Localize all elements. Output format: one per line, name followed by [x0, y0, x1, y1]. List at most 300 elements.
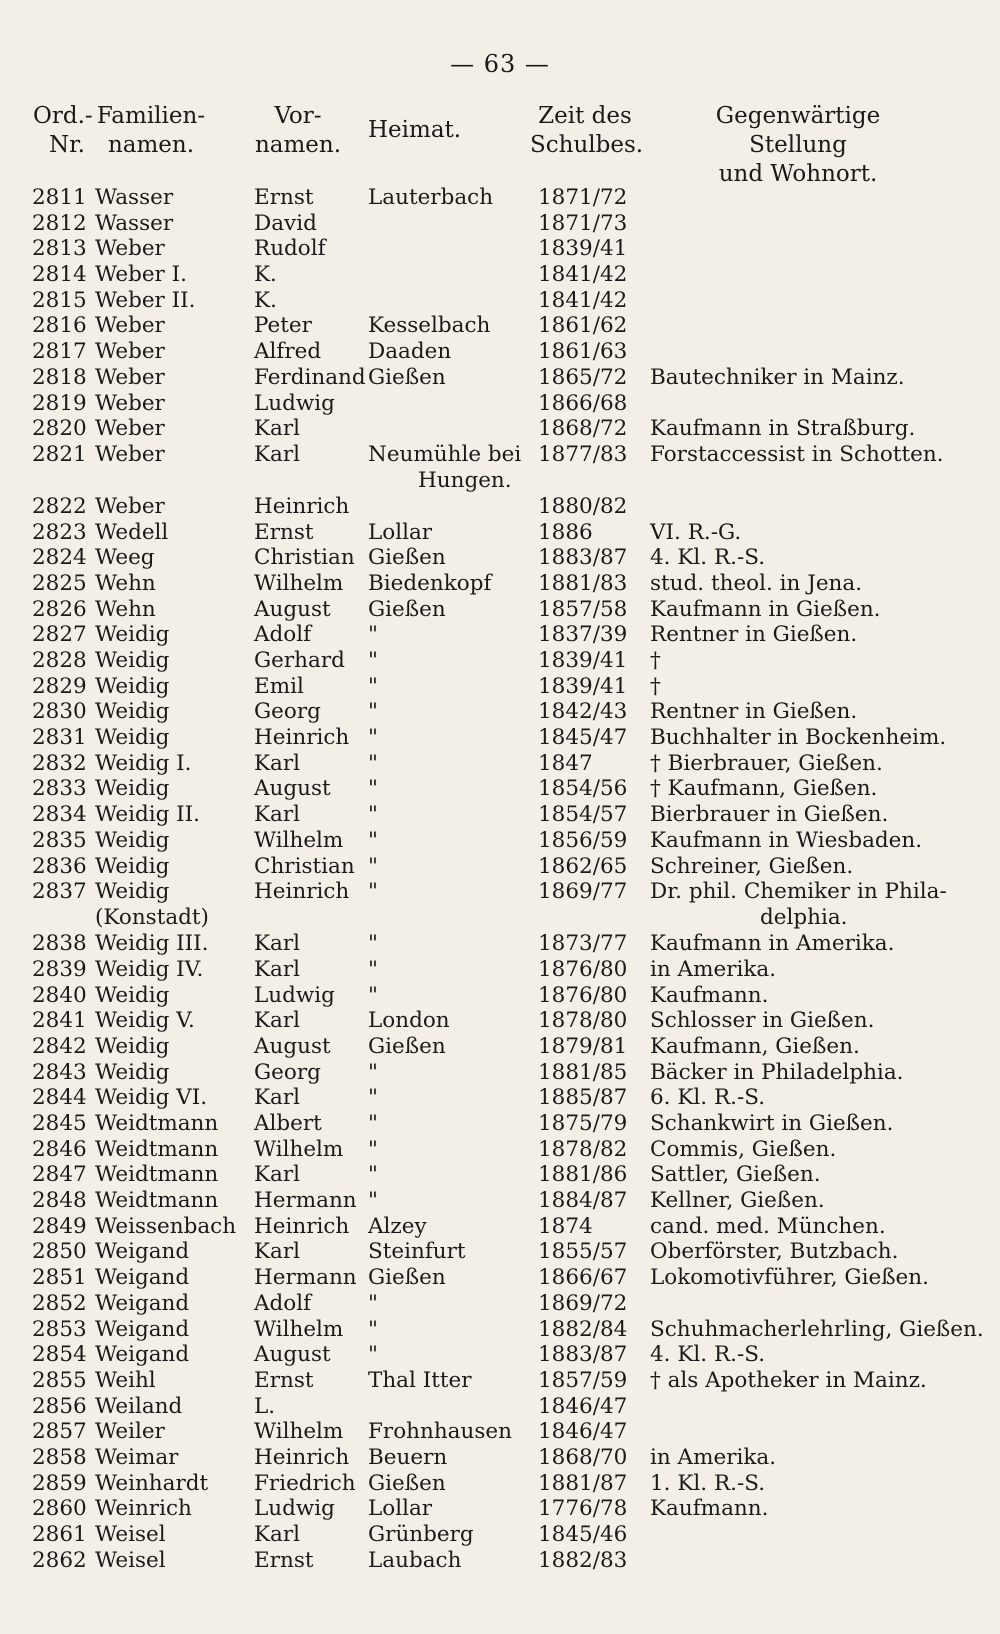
cell-zeit: 1842/43: [538, 699, 628, 725]
cell-familienname-extra: (Konstadt): [95, 905, 209, 931]
cell-vorname: Ernst: [254, 185, 314, 210]
cell-nr: 2854: [32, 1342, 87, 1368]
header-zeit-line1: Zeit des: [538, 103, 632, 129]
table-row: [0, 1317, 1000, 1343]
cell-stellung: Oberförster, Butzbach.: [650, 1239, 899, 1265]
cell-vorname: Karl: [254, 441, 301, 467]
table-row: [0, 520, 1000, 546]
cell-zeit: 1861/63: [538, 339, 628, 365]
cell-heimat: ": [368, 622, 378, 648]
cell-familienname: Weigand: [95, 1316, 190, 1342]
cell-nr: 2842: [32, 1033, 87, 1059]
cell-familienname: Weidig V.: [95, 1008, 195, 1034]
header-zeit-line2: Schulbes.: [530, 132, 644, 158]
table-row: [0, 1111, 1000, 1137]
table-row: [0, 674, 1000, 700]
cell-stellung: stud. theol. in Jena.: [650, 570, 863, 596]
cell-stellung: Lokomotivführer, Gießen.: [650, 1265, 929, 1291]
header-vorname: [248, 102, 348, 160]
cell-heimat: ": [368, 699, 378, 725]
cell-nr: 2824: [32, 545, 87, 571]
cell-nr: 2845: [32, 1111, 87, 1136]
table-row: [0, 1419, 1000, 1445]
table-row: [0, 571, 1000, 597]
cell-vorname: Karl: [254, 1085, 301, 1111]
cell-heimat: Lauterbach: [368, 185, 494, 210]
cell-vorname: Georg: [254, 1059, 321, 1085]
cell-heimat: Daaden: [368, 339, 452, 365]
table-row: [0, 1471, 1000, 1497]
cell-zeit: 1882/84: [538, 1316, 628, 1342]
cell-familienname: Weidig VI.: [95, 1085, 208, 1111]
cell-vorname: Heinrich: [254, 1444, 350, 1470]
cell-stellung: Bierbrauer in Gießen.: [650, 802, 889, 828]
cell-familienname: Weber II.: [95, 287, 196, 313]
cell-vorname: August: [254, 1342, 331, 1368]
cell-heimat: Gießen: [368, 1033, 446, 1059]
cell-heimat: ": [368, 1290, 378, 1316]
cell-stellung: Kellner, Gießen.: [650, 1188, 825, 1214]
table-row: [0, 365, 1000, 391]
cell-stellung: VI. R.-G.: [650, 519, 742, 545]
cell-heimat: ": [368, 673, 378, 699]
cell-vorname: Wilhelm: [254, 827, 344, 853]
cell-stellung: Buchhalter in Bockenheim.: [650, 725, 947, 751]
cell-vorname: Rudolf: [254, 236, 326, 262]
cell-heimat: ": [368, 725, 378, 751]
table-row: [0, 802, 1000, 828]
cell-heimat: London: [368, 1008, 450, 1034]
cell-stellung: Sattler, Gießen.: [650, 1162, 821, 1188]
cell-zeit: 1855/57: [538, 1239, 628, 1265]
cell-zeit: 1839/41: [538, 673, 628, 699]
cell-familienname: Weidig: [95, 1059, 170, 1085]
cell-zeit: 1839/41: [538, 236, 628, 262]
cell-vorname: Karl: [254, 416, 301, 442]
cell-familienname: Weidig: [95, 725, 170, 751]
cell-zeit: 1884/87: [538, 1188, 628, 1214]
cell-stellung: † Kaufmann, Gießen.: [650, 776, 878, 802]
table-row: [0, 1522, 1000, 1548]
cell-familienname: Weisel: [95, 1547, 166, 1573]
cell-vorname: Ludwig: [254, 982, 335, 1008]
cell-heimat: Gießen: [368, 596, 446, 622]
table-row: [0, 751, 1000, 777]
page-number: — 63 —: [450, 50, 550, 78]
table-row: [0, 1496, 1000, 1522]
cell-vorname: Wilhelm: [254, 1419, 344, 1445]
cell-vorname: Karl: [254, 750, 301, 776]
cell-familienname: Weber: [95, 313, 165, 339]
cell-nr: 2831: [32, 725, 87, 751]
cell-heimat: Lollar: [368, 519, 433, 545]
cell-zeit: 1845/46: [538, 1522, 628, 1547]
cell-heimat: Gießen: [368, 545, 446, 571]
header-familienname-line1: Familien-: [96, 103, 206, 129]
cell-familienname: Weber: [95, 416, 165, 442]
cell-zeit: 1846/47: [538, 1393, 628, 1419]
cell-heimat: ": [368, 648, 378, 673]
cell-nr: 2820: [32, 416, 87, 442]
register-table: [0, 185, 1000, 1573]
cell-zeit: 1841/42: [538, 287, 628, 313]
cell-stellung: Schuhmacherlehrling, Gießen.: [650, 1316, 984, 1342]
cell-stellung: Kaufmann in Gießen.: [650, 596, 881, 622]
table-row: [0, 1162, 1000, 1188]
cell-familienname: Weidig: [95, 776, 170, 802]
cell-heimat: ": [368, 1059, 378, 1085]
cell-heimat: ": [368, 1342, 378, 1368]
cell-familienname: Weidig: [95, 827, 170, 853]
table-row: [0, 1188, 1000, 1214]
table-row: [0, 622, 1000, 648]
cell-zeit: 1857/59: [538, 1367, 628, 1393]
cell-vorname: Heinrich: [254, 1213, 350, 1239]
table-row: [0, 1060, 1000, 1086]
cell-familienname: Wasser: [95, 185, 174, 210]
cell-heimat: ": [368, 827, 378, 853]
cell-nr: 2816: [32, 313, 87, 339]
cell-familienname: Weisel: [95, 1522, 166, 1547]
cell-stellung: 4. Kl. R.-S.: [650, 1342, 766, 1368]
cell-heimat: Laubach: [368, 1547, 462, 1573]
table-row: [0, 442, 1000, 494]
table-header: [0, 102, 1000, 187]
header-zeit: [530, 102, 644, 160]
cell-familienname: Weidig: [95, 673, 170, 699]
cell-familienname: Weiland: [95, 1393, 183, 1419]
table-row: [0, 1291, 1000, 1317]
header-stellung-line1: Gegenwärtige Stellung: [715, 103, 881, 158]
header-familienname: [96, 102, 206, 160]
cell-vorname: Christian: [254, 853, 355, 879]
cell-zeit: 1845/47: [538, 725, 628, 751]
table-row: [0, 391, 1000, 417]
cell-stellung-extra: delphia.: [760, 905, 848, 931]
cell-heimat: ": [368, 1111, 378, 1136]
cell-heimat: Gießen: [368, 1470, 446, 1496]
cell-familienname: Weidtmann: [95, 1188, 219, 1214]
cell-stellung: † Bierbrauer, Gießen.: [650, 750, 883, 776]
cell-stellung: Dr. phil. Chemiker in Phila-: [650, 879, 947, 905]
cell-stellung: Kaufmann in Straßburg.: [650, 416, 916, 442]
cell-zeit: 1847: [538, 750, 593, 776]
cell-familienname: Weigand: [95, 1265, 190, 1291]
cell-nr: 2857: [32, 1419, 87, 1445]
cell-nr: 2846: [32, 1136, 87, 1162]
cell-familienname: Weber: [95, 339, 165, 365]
cell-familienname: Wasser: [95, 210, 174, 236]
cell-zeit: 1882/83: [538, 1547, 628, 1573]
cell-zeit: 1869/77: [538, 879, 628, 905]
cell-nr: 2835: [32, 827, 87, 853]
cell-zeit: 1877/83: [538, 441, 628, 467]
header-nr: [33, 102, 93, 160]
cell-zeit: 1776/78: [538, 1496, 628, 1522]
table-row: [0, 699, 1000, 725]
cell-heimat: Alzey: [368, 1213, 427, 1239]
cell-zeit: 1868/72: [538, 416, 628, 442]
cell-familienname: Weber: [95, 364, 165, 390]
table-row: [0, 879, 1000, 931]
cell-nr: 2822: [32, 493, 87, 519]
cell-familienname: Weber: [95, 236, 165, 262]
table-row: [0, 339, 1000, 365]
cell-stellung: †: [650, 648, 661, 673]
table-row: [0, 288, 1000, 314]
cell-familienname: Weidig III.: [95, 931, 209, 957]
cell-vorname: Karl: [254, 1522, 301, 1547]
cell-zeit: 1881/87: [538, 1470, 628, 1496]
cell-vorname: Ernst: [254, 1367, 314, 1393]
cell-stellung: 4. Kl. R.-S.: [650, 545, 766, 571]
cell-familienname: Weinrich: [95, 1496, 192, 1522]
cell-heimat: ": [368, 1085, 378, 1111]
table-row: [0, 1265, 1000, 1291]
table-row: [0, 725, 1000, 751]
cell-familienname: Weidig: [95, 622, 170, 648]
cell-familienname: Weidtmann: [95, 1111, 219, 1136]
cell-zeit: 1866/68: [538, 390, 628, 416]
cell-vorname: Karl: [254, 956, 301, 982]
table-row: [0, 931, 1000, 957]
cell-nr: 2818: [32, 364, 87, 390]
cell-nr: 2839: [32, 956, 87, 982]
cell-familienname: Weinhardt: [95, 1470, 209, 1496]
cell-nr: 2817: [32, 339, 87, 365]
cell-familienname: Weidig: [95, 853, 170, 879]
header-stellung: [668, 102, 928, 189]
cell-nr: 2859: [32, 1470, 87, 1496]
cell-familienname: Weidig II.: [95, 802, 201, 828]
cell-zeit: 1857/58: [538, 596, 628, 622]
table-row: [0, 1137, 1000, 1163]
cell-familienname: Wehn: [95, 570, 156, 596]
cell-familienname: Weber: [95, 441, 165, 467]
cell-zeit: 1856/59: [538, 827, 628, 853]
cell-zeit: 1879/81: [538, 1033, 628, 1059]
cell-vorname: Hermann: [254, 1265, 357, 1291]
cell-vorname: Wilhelm: [254, 1136, 344, 1162]
table-row: [0, 211, 1000, 237]
cell-vorname: Karl: [254, 1008, 301, 1034]
cell-stellung: Commis, Gießen.: [650, 1136, 837, 1162]
cell-familienname: Weissenbach: [95, 1213, 237, 1239]
cell-familienname: Weihl: [95, 1367, 156, 1393]
cell-familienname: Weidig I.: [95, 750, 192, 776]
cell-familienname: Weidtmann: [95, 1162, 219, 1188]
cell-heimat: ": [368, 956, 378, 982]
table-row: [0, 648, 1000, 674]
cell-vorname: Emil: [254, 673, 304, 699]
cell-zeit: 1841/42: [538, 262, 628, 288]
cell-nr: 2862: [32, 1547, 87, 1573]
cell-zeit: 1881/86: [538, 1162, 628, 1188]
cell-heimat: Grünberg: [368, 1522, 474, 1547]
cell-vorname: August: [254, 596, 331, 622]
cell-zeit: 1886: [538, 519, 593, 545]
cell-heimat: ": [368, 1136, 378, 1162]
cell-zeit: 1873/77: [538, 931, 628, 957]
cell-zeit: 1866/67: [538, 1265, 628, 1291]
cell-familienname: Weidtmann: [95, 1136, 219, 1162]
cell-heimat: Gießen: [368, 364, 446, 390]
cell-nr: 2861: [32, 1522, 87, 1547]
cell-vorname: Christian: [254, 545, 355, 571]
cell-heimat: ": [368, 1316, 378, 1342]
table-row: [0, 1368, 1000, 1394]
table-row: [0, 1214, 1000, 1240]
cell-heimat: Beuern: [368, 1444, 448, 1470]
cell-heimat: ": [368, 1162, 378, 1188]
cell-stellung: Rentner in Gießen.: [650, 622, 858, 648]
cell-zeit: 1854/56: [538, 776, 628, 802]
cell-nr: 2819: [32, 390, 87, 416]
cell-heimat: ": [368, 879, 378, 905]
cell-vorname: Adolf: [254, 1290, 312, 1316]
cell-heimat: ": [368, 1188, 378, 1214]
cell-vorname: Ludwig: [254, 390, 335, 416]
cell-vorname: Friedrich: [254, 1470, 356, 1496]
cell-heimat: Steinfurt: [368, 1239, 466, 1265]
cell-nr: 2833: [32, 776, 87, 802]
cell-nr: 2823: [32, 519, 87, 545]
cell-heimat: ": [368, 982, 378, 1008]
cell-familienname: Weber: [95, 390, 165, 416]
cell-zeit: 1875/79: [538, 1111, 628, 1136]
cell-stellung: Kaufmann, Gießen.: [650, 1033, 860, 1059]
cell-stellung: †: [650, 673, 661, 699]
cell-zeit: 1869/72: [538, 1290, 628, 1316]
cell-familienname: Weidig IV.: [95, 956, 204, 982]
cell-vorname: Georg: [254, 699, 321, 725]
cell-zeit: 1878/80: [538, 1008, 628, 1034]
cell-stellung: Schlosser in Gießen.: [650, 1008, 875, 1034]
cell-nr: 2813: [32, 236, 87, 262]
cell-nr: 2825: [32, 570, 87, 596]
cell-zeit: 1885/87: [538, 1085, 628, 1111]
cell-zeit: 1865/72: [538, 364, 628, 390]
cell-nr: 2814: [32, 262, 87, 288]
cell-zeit: 1862/65: [538, 853, 628, 879]
cell-vorname: Ernst: [254, 519, 314, 545]
cell-stellung: † als Apotheker in Mainz.: [650, 1367, 927, 1393]
cell-heimat-extra: Hungen.: [418, 467, 512, 493]
cell-familienname: Wedell: [95, 519, 169, 545]
cell-stellung: Kaufmann in Wiesbaden.: [650, 827, 923, 853]
header-nr-line1: Ord.-: [33, 103, 93, 129]
cell-vorname: Heinrich: [254, 725, 350, 751]
cell-familienname: Weigand: [95, 1342, 190, 1368]
table-row: [0, 494, 1000, 520]
cell-nr: 2853: [32, 1316, 87, 1342]
cell-familienname: Weiler: [95, 1419, 165, 1445]
table-row: [0, 597, 1000, 623]
cell-vorname: Karl: [254, 931, 301, 957]
cell-stellung: 1. Kl. R.-S.: [650, 1470, 766, 1496]
cell-vorname: Ludwig: [254, 1496, 335, 1522]
cell-zeit: 1839/41: [538, 648, 628, 673]
table-row: [0, 957, 1000, 983]
cell-zeit: 1883/87: [538, 545, 628, 571]
cell-vorname: Wilhelm: [254, 570, 344, 596]
cell-familienname: Weidig: [95, 699, 170, 725]
cell-nr: 2850: [32, 1239, 87, 1265]
cell-nr: 2847: [32, 1162, 87, 1188]
cell-vorname: Peter: [254, 313, 312, 339]
cell-nr: 2832: [32, 750, 87, 776]
cell-familienname: Weigand: [95, 1239, 190, 1265]
cell-nr: 2828: [32, 648, 87, 673]
cell-vorname: Karl: [254, 1162, 301, 1188]
table-row: [0, 1085, 1000, 1111]
cell-zeit: 1874: [538, 1213, 593, 1239]
table-row: [0, 1445, 1000, 1471]
table-row: [0, 236, 1000, 262]
cell-zeit: 1876/80: [538, 982, 628, 1008]
cell-heimat: ": [368, 853, 378, 879]
table-row: [0, 1548, 1000, 1574]
cell-vorname: Alfred: [254, 339, 322, 365]
cell-vorname: Wilhelm: [254, 1316, 344, 1342]
cell-zeit: 1837/39: [538, 622, 628, 648]
cell-vorname: August: [254, 1033, 331, 1059]
table-row: [0, 185, 1000, 211]
header-familienname-line2: namen.: [107, 132, 195, 158]
table-row: [0, 545, 1000, 571]
cell-stellung: Schreiner, Gießen.: [650, 853, 854, 879]
cell-heimat: Kesselbach: [368, 313, 491, 339]
cell-zeit: 1881/83: [538, 570, 628, 596]
cell-heimat: ": [368, 931, 378, 957]
cell-nr: 2840: [32, 982, 87, 1008]
table-row: [0, 854, 1000, 880]
cell-zeit: 1854/57: [538, 802, 628, 828]
table-row: [0, 1342, 1000, 1368]
cell-vorname: Gerhard: [254, 648, 345, 673]
cell-nr: 2836: [32, 853, 87, 879]
cell-familienname: Weimar: [95, 1444, 179, 1470]
cell-nr: 2826: [32, 596, 87, 622]
cell-vorname: Ferdinand: [254, 364, 366, 390]
cell-zeit: 1868/70: [538, 1444, 628, 1470]
cell-heimat: Gießen: [368, 1265, 446, 1291]
cell-nr: 2851: [32, 1265, 87, 1291]
cell-familienname: Weidig: [95, 648, 170, 673]
cell-familienname: Weber: [95, 493, 165, 519]
cell-nr: 2837: [32, 879, 87, 905]
cell-vorname: K.: [254, 287, 277, 313]
cell-heimat: ": [368, 802, 378, 828]
cell-stellung: in Amerika.: [650, 956, 777, 982]
cell-stellung: cand. med. München.: [650, 1213, 886, 1239]
cell-nr: 2830: [32, 699, 87, 725]
cell-vorname: Ernst: [254, 1547, 314, 1573]
table-row: [0, 416, 1000, 442]
cell-nr: 2834: [32, 802, 87, 828]
cell-nr: 2811: [32, 185, 87, 210]
cell-nr: 2843: [32, 1059, 87, 1085]
cell-heimat: Biedenkopf: [368, 570, 492, 596]
cell-vorname: David: [254, 210, 317, 236]
cell-familienname: Weidig: [95, 1033, 170, 1059]
header-stellung-line2: und Wohnort.: [718, 161, 878, 187]
cell-nr: 2812: [32, 210, 87, 236]
cell-nr: 2827: [32, 622, 87, 648]
cell-familienname: Weber I.: [95, 262, 187, 288]
cell-stellung: Bautechniker in Mainz.: [650, 364, 905, 390]
cell-nr: 2858: [32, 1444, 87, 1470]
